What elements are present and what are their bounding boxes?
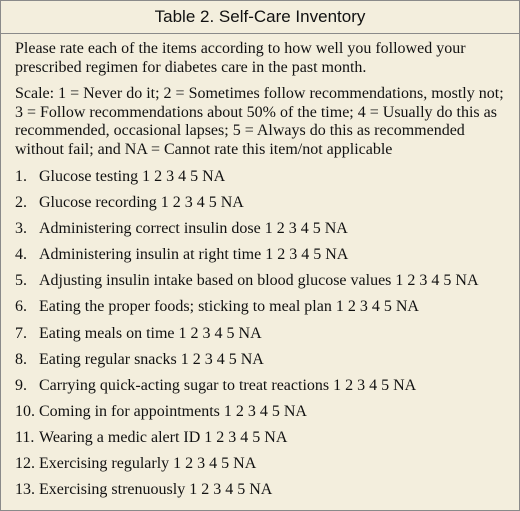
inventory-item [15,377,505,403]
inventory-items-list [15,168,505,507]
item-number: 10. [15,402,35,420]
rating-choices: 1 2 3 4 5 NA [395,272,479,290]
inventory-item [15,403,505,429]
scale-text: Scale: 1 = Never do it; 2 = Sometimes follow recommendations, mostly not; 3 = Follow recommendations about 50% of the time; 4 = Usually do this as recommended, occasional lapses; 5 = Always do this as recommended without fail; and NA = Cannot rate this item/not applicable [15,85,504,158]
item-number: 9. [15,376,27,394]
inventory-item [15,168,505,194]
item-label: Eating meals on time [39,324,175,342]
rating-choices: 1 2 3 4 5 NA [335,298,419,316]
instructions-text: Please rate each of the items according to how well you followed your prescribed regimen for diabetes care in the past month. [15,40,466,76]
rating-choices: 1 2 3 4 5 NA [180,350,264,368]
item-number: 6. [15,298,27,316]
item-number: 8. [15,350,27,368]
item-label: Carrying quick-acting sugar to treat reactions [39,376,330,394]
rating-choices: 1 2 3 4 5 NA [265,246,349,264]
item-label: Coming in for appointments [39,402,220,420]
inventory-item [15,325,505,351]
item-number: 4. [15,246,27,264]
item-label: Administering correct insulin dose [39,220,261,238]
item-number: 1. [15,168,27,185]
rating-choices: 1 2 3 4 5 NA [142,168,226,185]
inventory-item [15,220,505,246]
item-number: 7. [15,324,27,342]
item-number: 5. [15,272,27,290]
item-number: 2. [15,194,27,212]
item-label: Glucose recording [39,194,157,212]
item-label: Adjusting insulin intake based on blood glucose values [39,272,392,290]
item-label: Eating the proper foods; sticking to meal plan [39,298,332,316]
inventory-item [15,272,505,298]
item-label: Exercising regularly [39,455,170,473]
rating-choices: 1 2 3 4 5 NA [173,455,257,473]
rating-choices: 1 2 3 4 5 NA [223,402,307,420]
item-number: 3. [15,220,27,238]
inventory-item [15,194,505,220]
inventory-item [15,429,505,455]
item-label: Exercising strenuously [39,481,186,499]
rating-choices: 1 2 3 4 5 NA [264,220,348,238]
item-label: Wearing a medic alert ID [39,428,201,446]
item-number: 12. [15,455,35,473]
inventory-item [15,298,505,324]
inventory-item [15,246,505,272]
rating-choices: 1 2 3 4 5 NA [333,376,417,394]
item-label: Eating regular snacks [39,350,177,368]
item-number: 13. [15,481,35,499]
table-title: Table 2. Self-Care Inventory [1,1,519,34]
item-label: Administering insulin at right time [39,246,262,264]
rating-choices: 1 2 3 4 5 NA [204,428,288,446]
inventory-item [15,455,505,481]
rating-choices: 1 2 3 4 5 NA [160,194,244,212]
rating-choices: 1 2 3 4 5 NA [178,324,262,342]
item-label: Glucose testing [39,168,139,185]
inventory-item [15,351,505,377]
table-body [1,34,519,507]
inventory-item [15,481,505,507]
rating-choices: 1 2 3 4 5 NA [189,481,273,499]
item-number: 11. [15,428,35,446]
